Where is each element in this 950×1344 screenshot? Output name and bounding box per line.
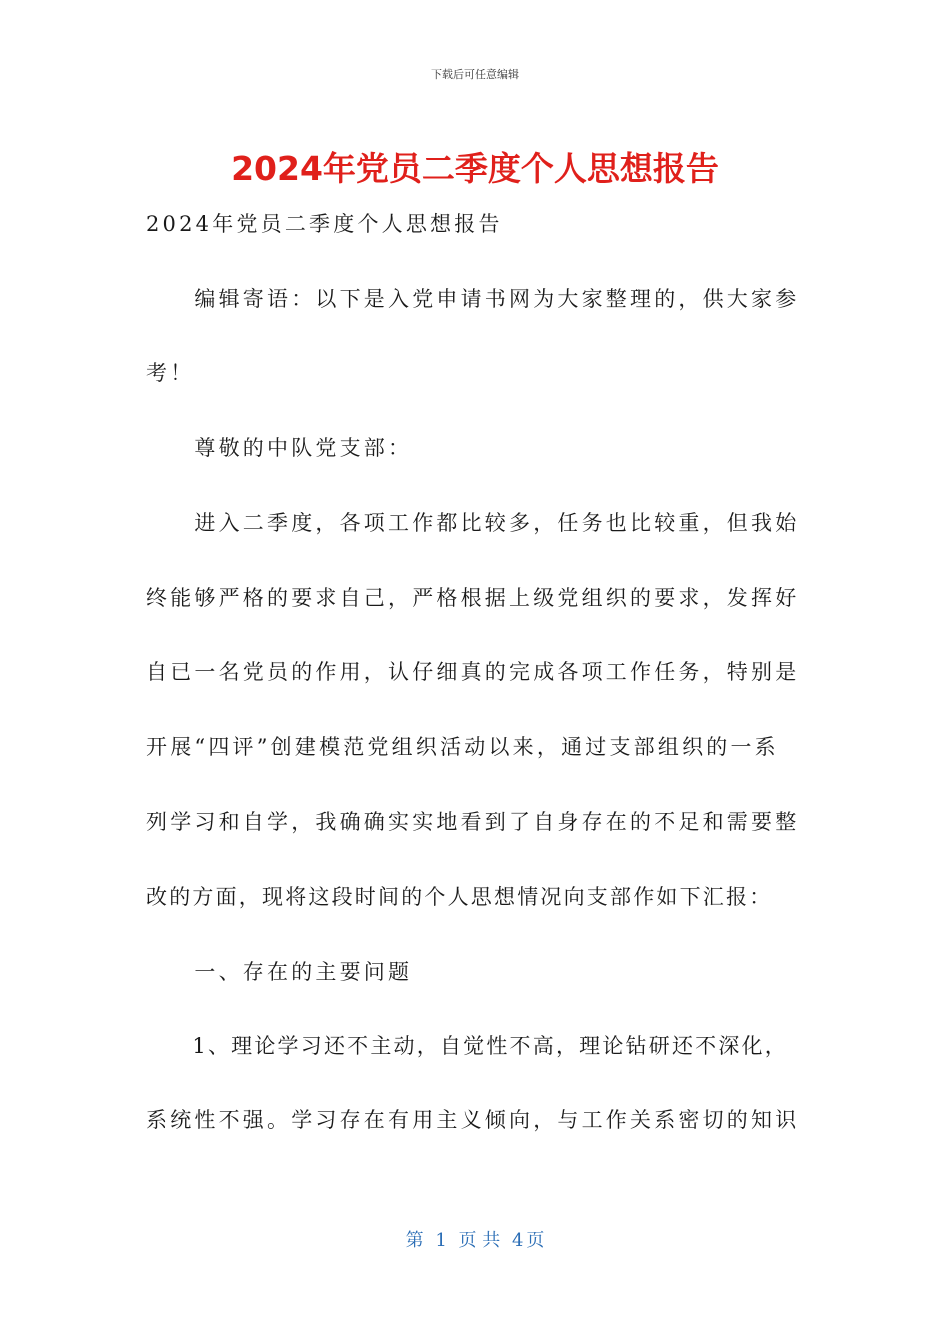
- total-pages-number: 4: [511, 1230, 524, 1251]
- current-page-number: 1: [435, 1230, 447, 1251]
- footer-suffix: 页: [526, 1230, 545, 1251]
- section-heading: 一、存在的主要问题: [146, 960, 413, 984]
- header-note: 下载后可任意编辑: [431, 68, 519, 81]
- body-line: 开展“四评”创建模范党组织活动以来，通过支部组织的一系: [146, 735, 779, 759]
- body-line: 改的方面，现将这段时间的个人思想情况向支部作如下汇报：: [146, 885, 773, 909]
- footer-mid: 页 共: [458, 1230, 501, 1251]
- body-line: 终能够严格的要求自己，严格根据上级党组织的要求，发挥好: [146, 586, 800, 610]
- body-line: 尊敬的中队党支部：: [146, 436, 413, 460]
- footer-prefix: 第: [405, 1230, 424, 1251]
- body-line: 列学习和自学，我确确实实地看到了自身存在的不足和需要整: [146, 810, 800, 834]
- body-line: 编辑寄语：以下是入党申请书网为大家整理的，供大家参: [146, 287, 800, 311]
- body-line: 考！: [146, 361, 195, 385]
- body-line: 2024年党员二季度个人思想报告: [146, 212, 503, 236]
- document-title: 2024年党员二季度个人思想报告: [231, 149, 719, 188]
- page-footer: [0, 1226, 950, 1252]
- body-line: 系统性不强。学习存在有用主义倾向，与工作关系密切的知识: [146, 1108, 800, 1132]
- body-line: 自已一名党员的作用，认仔细真的完成各项工作任务，特别是: [146, 660, 800, 684]
- body-line: 进入二季度，各项工作都比较多，任务也比较重，但我始: [146, 511, 800, 535]
- body-line: 1、理论学习还不主动，自觉性不高，理论钻研还不深化，: [146, 1034, 788, 1058]
